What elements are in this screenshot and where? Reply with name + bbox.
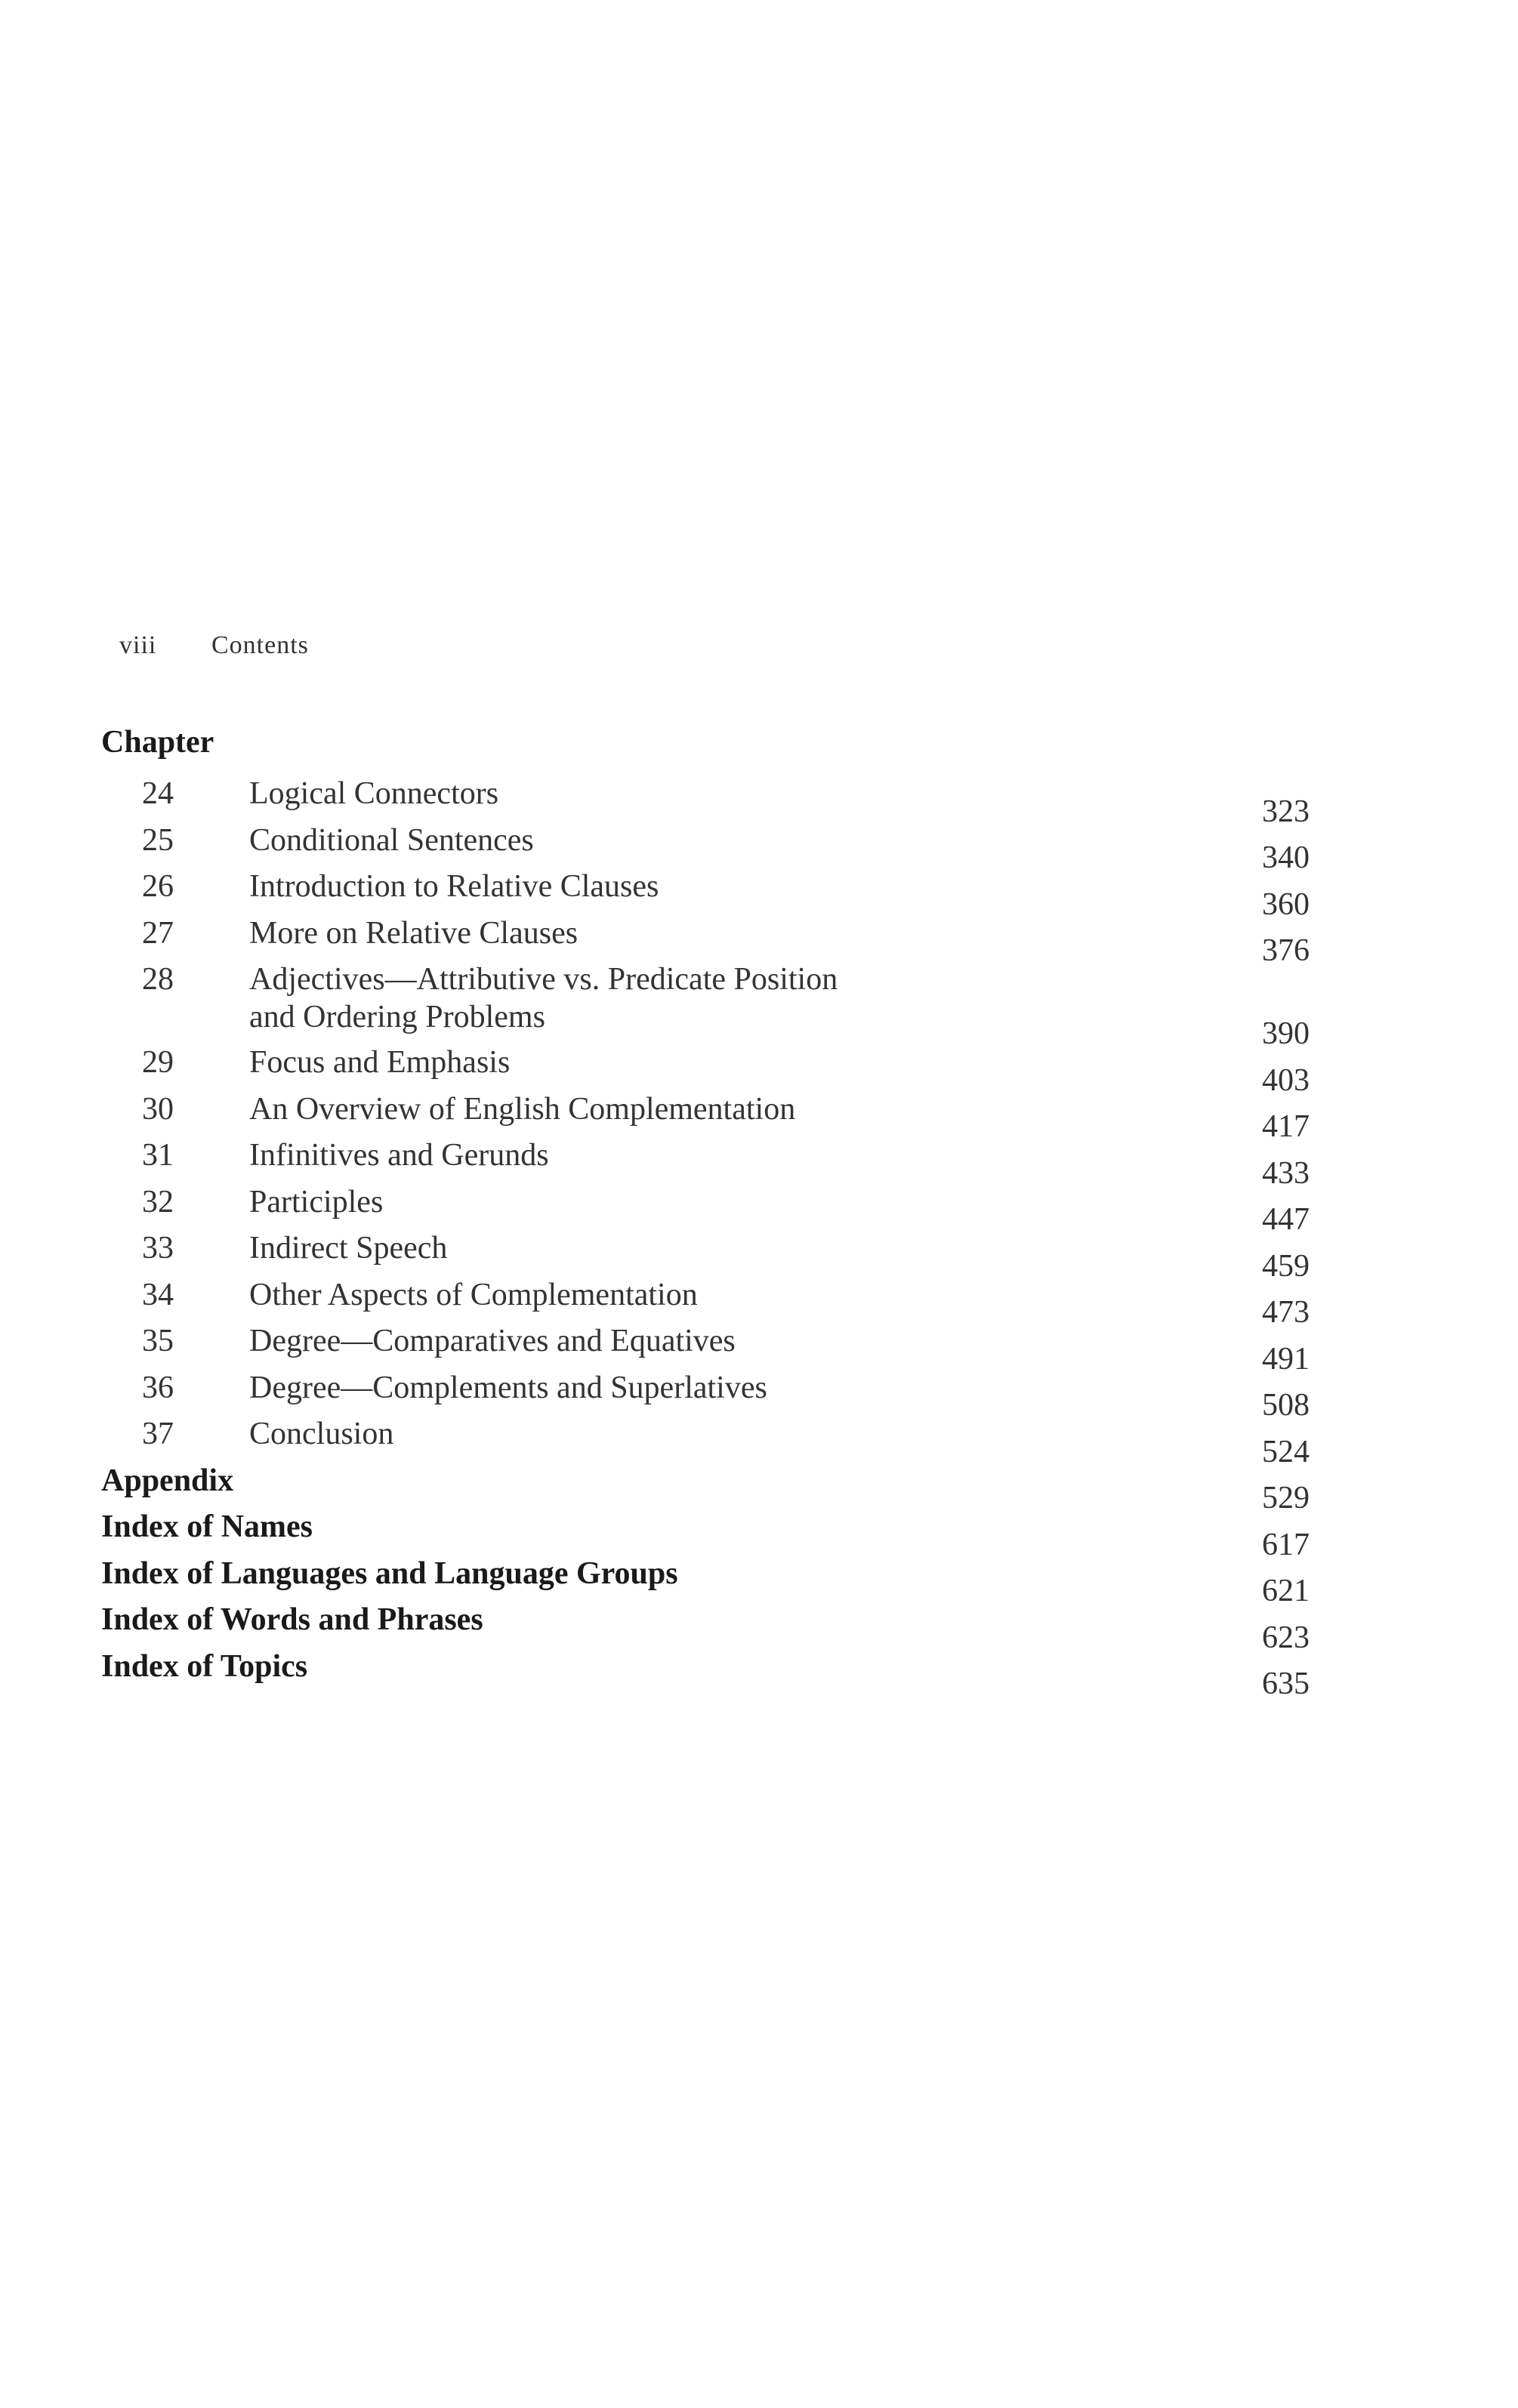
- chapter-title: More on Relative Clauses: [249, 915, 579, 951]
- chapter-title: Participles: [249, 1184, 384, 1219]
- page-number: 360: [1262, 886, 1310, 922]
- toc-entry-chapter-30[interactable]: [101, 1090, 1310, 1144]
- page-number: 417: [1262, 1109, 1310, 1144]
- chapter-number: 30: [142, 1091, 174, 1127]
- page-number: 340: [1262, 840, 1310, 875]
- page-number: 491: [1262, 1341, 1310, 1377]
- back-matter-title: Index of Names: [101, 1509, 313, 1544]
- page-number: 635: [1262, 1666, 1310, 1701]
- toc-entry-chapter-33[interactable]: [101, 1229, 1310, 1284]
- back-matter-title: Index of Languages and Language Groups: [101, 1555, 678, 1591]
- page-number: 376: [1262, 933, 1310, 968]
- page-number: 433: [1262, 1155, 1310, 1191]
- chapter-number: 35: [142, 1324, 174, 1358]
- toc-entry-chapter-35[interactable]: [101, 1322, 1310, 1377]
- chapter-number: 28: [142, 962, 174, 997]
- chapter-title-line-2: and Ordering Problems: [249, 1000, 545, 1034]
- page-number: 617: [1262, 1527, 1310, 1562]
- chapter-title: Conclusion: [249, 1417, 394, 1451]
- chapter-title: Infinitives and Gerunds: [249, 1138, 549, 1173]
- chapter-number: 34: [142, 1277, 174, 1312]
- page-number: 623: [1262, 1620, 1310, 1655]
- toc-entry-index-of-languages[interactable]: [101, 1555, 1310, 1608]
- chapter-heading: Chapter: [101, 725, 214, 760]
- page-number: 529: [1262, 1481, 1310, 1515]
- page-number: 390: [1262, 1016, 1310, 1051]
- toc-entry-index-of-topics[interactable]: [101, 1648, 1310, 1701]
- chapter-number: 37: [142, 1417, 174, 1451]
- running-head: [119, 631, 309, 660]
- chapter-number: 27: [142, 915, 174, 951]
- chapter-title-line-1: Adjectives—Attributive vs. Predicate Position: [249, 962, 838, 997]
- page-number: 621: [1262, 1574, 1310, 1608]
- page-number: 323: [1262, 794, 1310, 829]
- chapter-title: Introduction to Relative Clauses: [249, 869, 659, 904]
- chapter-number: 29: [142, 1045, 174, 1080]
- chapter-number: 36: [142, 1370, 174, 1405]
- toc-entry-chapter-37[interactable]: [101, 1415, 1310, 1469]
- back-matter-title: Appendix: [101, 1463, 234, 1498]
- toc-entry-chapter-29[interactable]: [101, 1044, 1310, 1098]
- page-number: 473: [1262, 1295, 1310, 1330]
- chapter-title: Degree—Comparatives and Equatives: [249, 1324, 736, 1358]
- chapter-title: An Overview of English Complementation: [249, 1091, 796, 1127]
- page-number: 459: [1262, 1248, 1310, 1284]
- toc-entry-chapter-24[interactable]: [101, 775, 1310, 829]
- chapter-number: 32: [142, 1184, 174, 1219]
- toc-entry-chapter-36[interactable]: [101, 1369, 1310, 1423]
- chapter-number: 33: [142, 1231, 174, 1266]
- page-number: 403: [1262, 1062, 1310, 1098]
- page-number: 524: [1262, 1434, 1310, 1469]
- toc-entry-chapter-26[interactable]: [101, 868, 1310, 922]
- chapter-title: [249, 960, 838, 1036]
- chapter-title: Focus and Emphasis: [249, 1045, 511, 1080]
- chapter-title: Indirect Speech: [249, 1231, 448, 1266]
- toc-entry-index-of-names[interactable]: [101, 1508, 1310, 1562]
- chapter-title: Other Aspects of Complementation: [249, 1277, 698, 1312]
- chapter-number: 25: [142, 822, 174, 858]
- back-matter-title: Index of Topics: [101, 1648, 308, 1684]
- table-of-contents: [101, 723, 1310, 1701]
- chapter-title: Logical Connectors: [249, 776, 499, 811]
- toc-entry-appendix[interactable]: [101, 1462, 1310, 1515]
- toc-entry-chapter-25[interactable]: [101, 822, 1310, 875]
- chapter-title: Degree—Complements and Superlatives: [249, 1370, 767, 1405]
- toc-entry-chapter-34[interactable]: [101, 1276, 1310, 1330]
- toc-entry-index-of-words[interactable]: [101, 1601, 1310, 1655]
- chapter-title: Conditional Sentences: [249, 822, 534, 858]
- toc-entry-chapter-31[interactable]: [101, 1136, 1310, 1191]
- chapter-number: 24: [142, 776, 174, 811]
- running-head-title: Contents: [211, 631, 309, 659]
- page-folio: viii: [119, 631, 157, 659]
- toc-entry-chapter-32[interactable]: [101, 1183, 1310, 1237]
- toc-entry-chapter-28[interactable]: [101, 960, 1310, 1051]
- back-matter-title: Index of Words and Phrases: [101, 1602, 483, 1637]
- toc-entry-chapter-27[interactable]: [101, 914, 1310, 968]
- page-number: 447: [1262, 1202, 1310, 1237]
- page-number: 508: [1262, 1388, 1310, 1423]
- chapter-number: 31: [142, 1138, 174, 1173]
- chapter-number: 26: [142, 869, 174, 904]
